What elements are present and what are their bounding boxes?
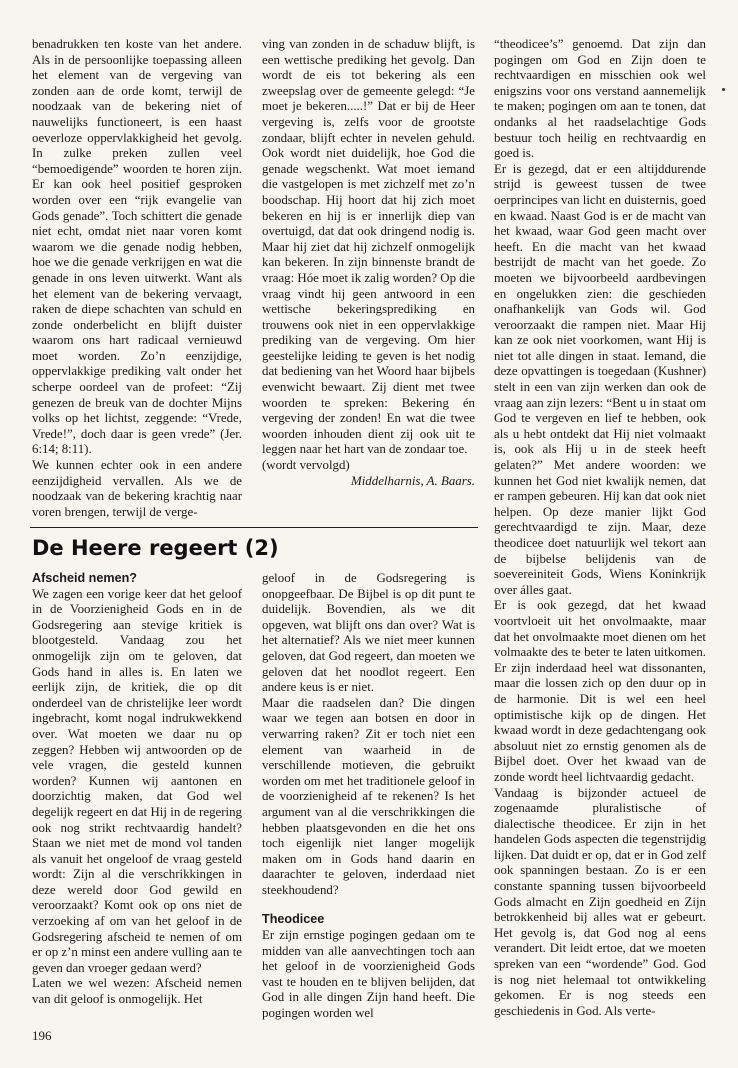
article-column-3	[494, 37, 706, 1019]
paragraph: Er is ook gezegd, dat het kwaad voortvloeit uit het onvolmaakte, maar dat het onvolmaakte moet dienen om het volmaakte des te beter te laten uitkomen. Er zijn inderdaad heel wat dissonanten, maar die lossen zich op den duur op in de harmonie. Dit is wel een heel optimistische kijk op de dingen. Het kwaad wordt in deze gedachtengang ook absoluut niet zo ernstig genomen als de Bijbel doet. Over het kwaad van de zonde wordt heel lichtvaardig gedacht.	[494, 598, 706, 784]
spacer	[262, 898, 475, 912]
paragraph: We kunnen echter ook in een andere eenzijdigheid vervallen. Als we de noodzaak van de bekering krachtig naar voren brengen, terwijl de verge-	[32, 458, 242, 519]
section-divider	[30, 527, 478, 528]
author-signature: Middelharnis, A. Baars.	[350, 473, 475, 488]
paragraph: Laten we wel wezen: Afscheid nemen van dit geloof is onmogelijk. Het	[32, 976, 242, 1007]
page-number: 196	[32, 1028, 52, 1043]
paragraph: Vandaag is bijzonder actueel de zogenaamde pluralistische of dialectische theodicee. Er zijn in het handelen Gods aspecten die tegenstrijdig lijken. Dat duidt er op, dat er in God zelf ook spanningen bestaan. Zo is er een constante spanning tussen bijvoorbeeld Gods almacht en Zijn goedheid en Zijn betrokkenheid bij alles wat er gebeurt. Het gevolg is, dat God nog al eens verandert. Dit leidt ertoe, dat we moeten spreken van een “wordende” God. God is nog niet helemaal tot ontwikkeling gekomen. Er is nog steeds een geschiedenis in God. Als verte-	[494, 785, 706, 1018]
print-speck	[722, 88, 725, 91]
continued-note: (wordt vervolgd)	[262, 458, 350, 473]
paragraph: ving van zonden in de schaduw blijft, is een wettische prediking het gevolg. Dan wordt de eis tot bekering als een zweepslag over de gemeente gelegd: “Je moet je bekeren.....!” Dat er bij de Heer vergeving is, zelfs voor de grootste zondaar, blijft echter in nevelen gehuld. Ook wordt niet duidelijk, hoe God die genade wegschenkt. Wat moet iemand die vastgelopen is met zichzelf met zo’n boodschap. Hij hoort dat hij zich moet bekeren en hij is er innerlijk diep van overtuigd, dat dat ook dringend nodig is. Maar hij ziet dat hij zichzelf onmogelijk kan bekeren. In zijn binnenste brandt de vraag: Hóe moet ik zalig worden? Op die vraag vindt hij geen antwoord in een wettische bekeringsprediking en trouwens ook niet in een oppervlakkige prediking van de vergeving. Om hier geestelijke leiding te geven is het nodig dat bediening van het Woord haar bijbels evenwicht bewaart. Zij dient met twee woorden te spreken: Bekering én vergeving der zonden! En wat die twee woorden inhouden dient zij ook uit te leggen naar het hart van de zondaar toe.	[262, 37, 475, 457]
article-column-2	[262, 37, 475, 489]
paragraph: “theodicee’s” genoemd. Dat zijn dan pogingen om God en Zijn doen te rechtvaardigen en misschien ook wel enigszins voor ons verstand aannemelijk te maken; pogingen om aan te tonen, dat ondanks al het raadselachtige Gods bestuur toch heilig en rechtvaardig en goed is.	[494, 37, 706, 161]
paragraph: benadrukken ten koste van het andere. Als in de persoonlijke toepassing alleen het element van de vergeving van zonden aan de orde komt, terwijl de noodzaak van de bekering niet of nauwelijks functioneert, is een haast oeverloze oppervlakkigheid het gevolg. In zulke preken zullen veel “bemoedigende” woorden te horen zijn. Er kan ook heel positief gesproken worden over een “rijk evangelie van Gods genade”. Toch schittert die genade niet echt, omdat niet naar voren komt waarom we die genade nodig hebben, hoe we die genade verkrijgen en wat die genade in ons leven uitwerkt. Want als het element van de bekering vervaagt, raken de diepe schachten van schuld en zonde onderbelicht en blijft duister waarom ons hart radicaal vernieuwd moet worden. Zo’n eenzijdige, oppervlakkige prediking valt onder het scherpe oordeel van de profeet: “Zij genezen de breuk van de dochter Mijns volks op het lichtst, zeggende: “Vrede, Vrede!”, doch daar is geen vrede” (Jer. 6:14; 8:11).	[32, 37, 242, 457]
paragraph: geloof in de Godsregering is onopgeefbaar. De Bijbel is op dit punt te duidelijk. Bovendien, als we dit opgeven, wat blijft ons dan over? Wat is het alternatief? Als we niet meer kunnen geloven, dat God regeert, dan moeten we geloven dat het noodlot regeert. Een andere keus is er niet.	[262, 571, 475, 695]
subheading: Afscheid nemen?	[32, 571, 137, 585]
paragraph: Er is gezegd, dat er een altijddurende strijd is geweest tussen de twee oerprincipes van licht en duisternis, goed en kwaad. Naast God is er de macht van het kwaad, waar God geen macht over heeft. En die macht van het kwaad bestrijdt de macht van het goede. Zo moeten we bijvoorbeeld aardbevingen en ongelukken zien: die geschieden onafhankelijk van Gods wil. God veroorzaakt die rampen niet. Maar Hij kan ze ook niet voorkomen, want Hij is niet tot alle dingen in staat. Iemand, die deze opvattingen is toegedaan (Kushner) stelt in een van zijn werken dan ook de vraag aan zijn lezers: “Bent u in staat om God te vergeven en lief te hebben, ook als u hebt ontdekt dat Hij niet volmaakt is, ook als Hij u in de steek heeft gelaten?” Met andere woorden: we kunnen het God niet kwalijk nemen, dat er rampen gebeuren. Hij kan dat ook niet helpen. Op deze manier lijkt God gerechtvaardigd te zijn. Maar, deze theodicee doet natuurlijk wel tekort aan de bijbelse belijdenis van de soevereiniteit Gods, Wiens Koninkrijk over álles gaat.	[494, 161, 706, 597]
subheading: Theodicee	[262, 912, 325, 927]
article2-column-2	[262, 571, 475, 1022]
paragraph: Maar die raadselen dan? Die dingen waar we tegen aan botsen en door in verwarring raken? Zit er toch niet een element van waarheid in de verschillende motieven, die gebruikt worden om met het traditionele geloof in de voorzienigheid af te rekenen? Is het argument van al die verschrikkingen die hebben plaatsgevonden en die het ons toch eigenlijk niet langer mogelijk maken om in Gods hand daarin en daarachter te geloven, inderdaad niet steekhoudend?	[262, 695, 475, 897]
article-column-1	[32, 37, 242, 520]
paragraph: Er zijn ernstige pogingen gedaan om te midden van alle aanvechtingen toch aan het geloof in de voorzienigheid Gods vast te houden en te blijven belijden, dat God in alle dingen Zijn hand heeft. Die pogingen worden wel	[262, 928, 475, 1021]
paragraph: We zagen een vorige keer dat het geloof in de Voorzienigheid Gods en in de Godsregering aan stevige kritiek is blootgesteld. Vandaag zou het onmogelijk zijn om te geloven, dat Gods hand in alles is. En laten we eerlijk zijn, de kritiek, die op dit onderdeel van de christelijke leer wordt ingebracht, komt nogal indrukwekkend over. Wat moeten we daar nu op zeggen? Hebben wij antwoorden op de vele vragen, die gesteld kunnen worden? Kunnen wij aantonen en doorzichtig maken, dat God wel degelijk regeert en dat Hij in de regering ook nog strikt rechtvaardig handelt? Staan we niet met de mond vol tanden als vanuit het ongeloof de vraag gesteld wordt: Zijn al die verschrikkingen in deze wereld door God gewild en veroorzaakt? Komt ook op ons niet de verzoeking af om van het geloof in de Godsregering afscheid te nemen of om er op z’n minst een andere vulling aan te geven dan vroeger gedaan werd?	[32, 586, 242, 975]
article-title: De Heere regeert (2)	[32, 536, 279, 560]
article2-column-1	[32, 571, 242, 1008]
